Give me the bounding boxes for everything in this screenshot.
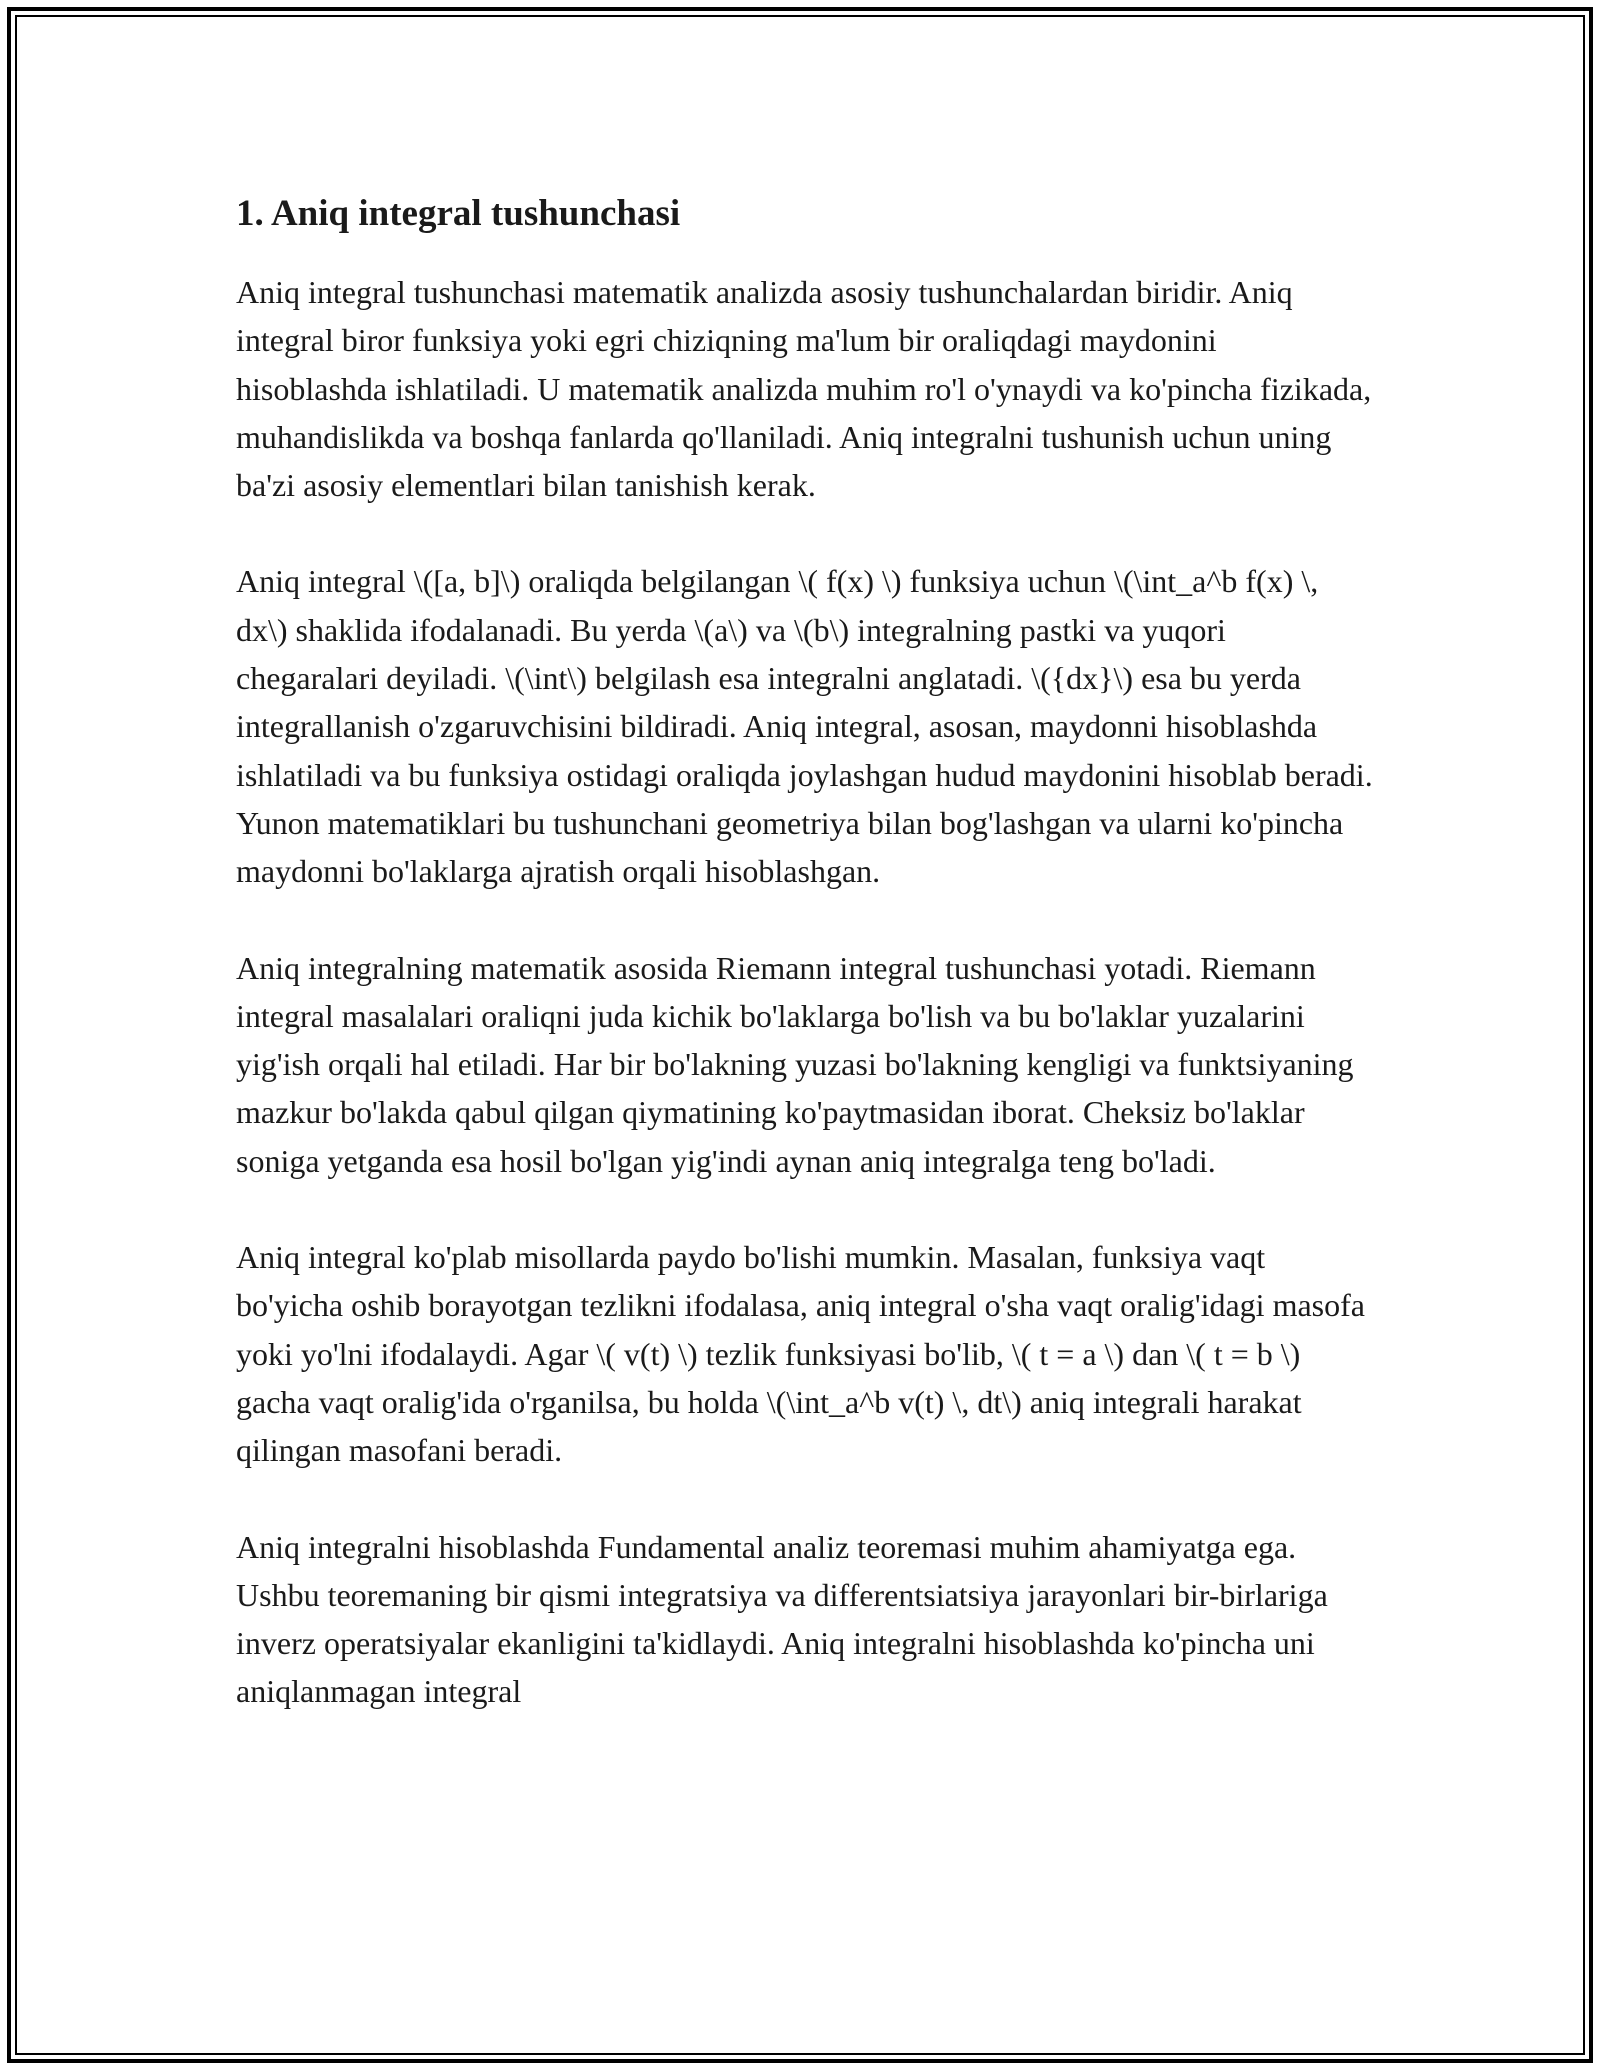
paragraph-4: Aniq integral ko'plab misollarda paydo bo'lishi mumkin. Masalan, funksiya vaqt bo'yicha oshib borayotgan tezlikni ifodalasa, aniq integral o'sha vaqt oralig'idagi masofa yoki yo'lni ifodalaydi. Agar \( v(t) \) tezlik funksiyasi bo'lib, \( t = a \) dan \( t = b \) gacha vaqt oralig'ida o'rganilsa, bu holda \(\int_a^b v(t) \, dt\) aniq integrali harakat qilingan masofani beradi. (236, 1239, 1365, 1469)
paragraph-3: Aniq integralning matematik asosida Riemann integral tushunchasi yotadi. Riemann integral masalalari oraliqni juda kichik bo'laklarga bo'lish va bu bo'laklar yuzalarini yig'ish orqali hal etiladi. Har bir bo'lakning yuzasi bo'lakning kengligi va funktsiyaning mazkur bo'lakda qabul qilgan qiymatining ko'paytmasidan iborat. Cheksiz bo'laklar soniga yetganda esa hosil bo'lgan yig'indi aynan aniq integralga teng bo'ladi. (236, 949, 1354, 1179)
paragraph-5: Aniq integralni hisoblashda Fundamental analiz teoremasi muhim ahamiyatga ega. Ushbu teoremaning bir qismi integratsiya va differentsiatsiya jarayonlari bir-birlariga inverz operatsiyalar ekanligini ta'kidlaydi. Aniq integralni hisoblashda ko'pincha uni aniqlanmagan integral (236, 1528, 1328, 1710)
paragraph-2: Aniq integral \([a, b]\) oraliqda belgilangan \( f(x) \) funksiya uchun \(\int_a^b f(x) \, dx\) shaklida ifodalanadi. Bu yerda \(a\) va \(b\) integralning pastki va yuqori chegaralari deyiladi. \(\int\) belgilash esa integralni anglatadi. \({dx}\) esa bu yerda integrallanish o'zgaruvchisini bildiradi. Aniq integral, asosan, maydonni hisoblashda ishlatiladi va bu funksiya ostidagi oraliqda joylashgan hudud maydonini hisoblab beradi. Yunon matematiklari bu tushunchani geometriya bilan bog'lashgan va ularni ko'pincha maydonni bo'laklarga ajratish orqali hisoblashgan. (236, 563, 1373, 890)
document-body (236, 186, 1374, 1764)
paragraph-1: Aniq integral tushunchasi matematik analizda asosiy tushunchalardan biridir. Aniq integral biror funksiya yoki egri chiziqning ma'lum bir oraliqdagi maydonini hisoblashda ishlatiladi. U matematik analizda muhim ro'l o'ynaydi va ko'pincha fizikada, muhandislikda va boshqa fanlarda qo'llaniladi. Aniq integralni tushunish uchun uning ba'zi asosiy elementlari bilan tanishish kerak. (236, 274, 1372, 504)
section-heading: 1. Aniq integral tushunchasi (236, 193, 681, 234)
